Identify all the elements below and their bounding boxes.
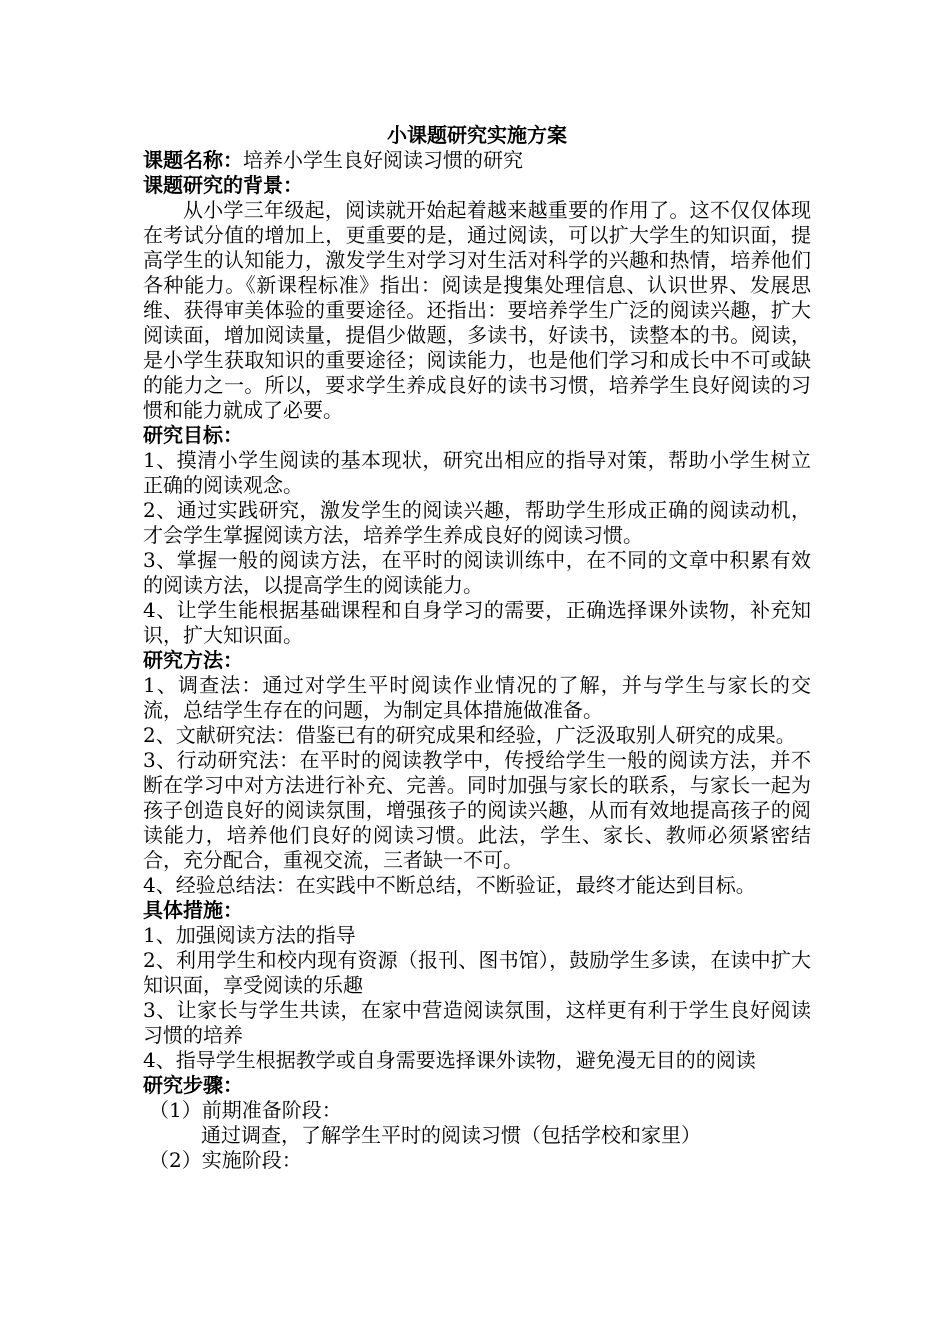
method-item: 3、行动研究法：在平时的阅读教学中，传授给学生一般的阅读方法，并不断在学习中对方法进行补充、完善。同时加强与家长的联系，与家长一起为孩子创造良好的阅读氛围，增强孩子的阅读兴趣，从而有效地提高孩子的阅读能力，培养他们良好的阅读习惯。此法，学生、家长、教师必须紧密结合，充分配合，重视交流，三者缺一不可。 (143, 748, 811, 872)
topic-value: 培养小学生良好阅读习惯的研究 (243, 148, 523, 172)
method-item: 4、经验总结法：在实践中不断总结，不断验证，最终才能达到目标。 (143, 873, 756, 897)
measure-item: 1、加强阅读方法的指导 (143, 923, 356, 947)
goal-item: 3、掌握一般的阅读方法，在平时的阅读训练中，在不同的文章中积累有效的阅读方法，以提高学生的阅读能力。 (143, 548, 811, 597)
measure-item: 2、利用学生和校内现有资源（报刊、图书馆），鼓励学生多读，在读中扩大知识面，享受阅读的乐趣 (143, 948, 811, 997)
measures-heading: 具体措施： (143, 898, 243, 922)
step-stage-2-label: （2）实施阶段： (149, 1148, 302, 1172)
measure-item: 4、指导学生根据教学或自身需要选择课外读物，避免漫无目的的阅读 (143, 1048, 756, 1072)
document-page (143, 123, 811, 1173)
methods-heading: 研究方法： (143, 648, 243, 672)
goal-item: 4、让学生能根据基础课程和自身学习的需要，正确选择课外读物，补充知识，扩大知识面。 (143, 598, 811, 647)
goals-heading: 研究目标： (143, 423, 243, 447)
goal-item: 2、通过实践研究，激发学生的阅读兴趣，帮助学生形成正确的阅读动机，才会学生掌握阅读方法，培养学生养成良好的阅读习惯。 (143, 498, 811, 547)
method-item: 2、文献研究法：借鉴已有的研究成果和经验，广泛汲取别人研究的成果。 (143, 723, 796, 747)
steps-heading: 研究步骤： (143, 1073, 243, 1097)
document-title: 小课题研究实施方案 (387, 123, 567, 147)
background-paragraph: 从小学三年级起，阅读就开始起着越来越重要的作用了。这不仅仅体现在考试分值的增加上，更重要的是，通过阅读，可以扩大学生的知识面，提高学生的认知能力，激发学生对学习对生活对科学的兴趣和热情，培养他们各种能力。《新课程标准》指出：阅读是搜集处理信息、认识世界、发展思维、获得审美体验的重要途径。还指出：要培养学生广泛的阅读兴趣，扩大阅读面，增加阅读量，提倡少做题，多读书，好读书，读整本的书。阅读，是小学生获取知识的重要途径；阅读能力，也是他们学习和成长中不可或缺的能力之一。所以，要求学生养成良好的读书习惯，培养学生良好阅读的习惯和能力就成了必要。 (143, 198, 811, 422)
step-stage-1-label: （1）前期准备阶段： (149, 1098, 342, 1122)
step-stage-1-detail: 通过调查，了解学生平时的阅读习惯（包括学校和家里） (201, 1123, 701, 1147)
background-heading: 课题研究的背景： (143, 173, 303, 197)
goal-item: 1、摸清小学生阅读的基本现状，研究出相应的指导对策，帮助小学生树立正确的阅读观念。 (143, 448, 811, 497)
method-item: 1、调查法：通过对学生平时阅读作业情况的了解，并与学生与家长的交流，总结学生存在的问题，为制定具体措施做准备。 (143, 673, 811, 722)
measure-item: 3、让家长与学生共读，在家中营造阅读氛围，这样更有利于学生良好阅读习惯的培养 (143, 998, 811, 1047)
topic-label: 课题名称： (143, 148, 243, 172)
topic-line (143, 148, 811, 173)
